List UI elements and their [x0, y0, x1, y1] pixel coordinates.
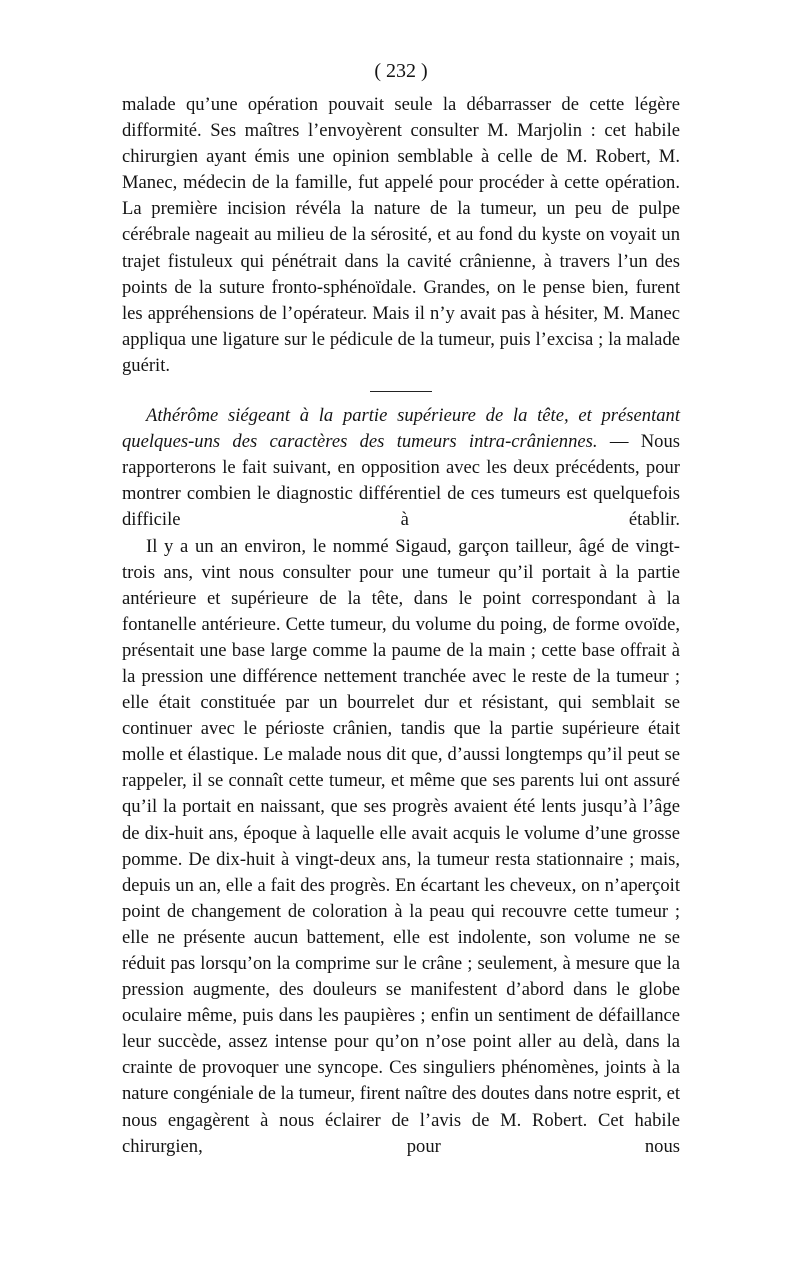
continuation-paragraph: malade qu’une opération pouvait seule la débarrasser de cette légère difformité. Ses maîtres l’envoyèrent consulter M. Marjolin : cet habile chirurgien ayant émis une opinion semblable à celle de M. Robert, M. Manec, médecin de la famille, fut appelé pour procéder à cette opération. La première incision révéla la nature de la tumeur, un peu de pulpe cérébrale nageait au milieu de la sérosité, et au fond du kyste on voyait un trajet fistuleux qui pénétrait dans la cavité crânienne, à travers l’un des points de la suture fronto-sphénoïdale. Grandes, on le pense bien, furent les appréhensions de l’opérateur. Mais il n’y avait pas à hésiter, M. Manec appliqua une ligature sur le pédicule de la tumeur, puis l’excisa ; la malade guérit.	[122, 94, 680, 376]
page-number: ( 232 )	[374, 60, 428, 82]
section-separator	[370, 391, 432, 392]
section-paragraph	[122, 403, 680, 533]
book-page	[122, 58, 680, 1160]
section-intro: — Nous rapporterons le fait suivant, en opposition avec les deux précédents, pour montrer combien le diagnostic différentiel de ces tumeurs est quelquefois difficile à établir.	[122, 431, 681, 531]
case-report-paragraph: Il y a un an environ, le nommé Sigaud, garçon tailleur, âgé de vingt-trois ans, vint nous consulter pour une tumeur qu’il portait à la partie antérieure et supérieure de la tête, dans le point correspondant à la fontanelle antérieure. Cette tumeur, du volume du poing, de forme ovoïde, présentait une base large comme la paume de la main ; cette base offrait à la pression une différence nettement tranchée avec le reste de la tumeur ; elle était constituée par un bourrelet dur et résistant, qui semblait se continuer avec le périoste crânien, tandis que la partie supérieure était molle et élastique. Le malade nous dit que, d’aussi longtemps qu’il peut se rappeler, il se connaît cette tumeur, et même que ses parents lui ont assuré qu’il la portait en naissant, que ses progrès avaient été lents jusqu’à l’âge de dix-huit ans, époque à laquelle elle avait acquis le volume d’une grosse pomme. De dix-huit à vingt-deux ans, la tumeur resta stationnaire ; mais, depuis un an, elle a fait des progrès. En écartant les cheveux, on n’aperçoit point de changement de coloration à la peau qui recouvre cette tumeur ; elle ne présente aucun battement, elle est indolente, son volume ne se réduit pas lorsqu’on la comprime sur le crâne ; seulement, à mesure que la pression augmente, des douleurs se manifestent d’abord dans le globe oculaire même, puis dans les paupières ; enfin un sentiment de défaillance leur succède, assez intense pour qu’on n’ose point aller au delà, dans la crainte de provoquer une syncope. Ces singuliers phénomènes, joints à la nature congéniale de la tumeur, firent naître des doutes dans notre esprit, et nous engagèrent à nous éclairer de l’avis de M. Robert. Cet habile chirurgien, pour nous	[122, 535, 680, 1157]
section-heading: Athérôme siégeant à la partie supérieure de la tête, et présentant quelques-uns des caractères des tumeurs intra-crâniennes.	[122, 405, 680, 453]
